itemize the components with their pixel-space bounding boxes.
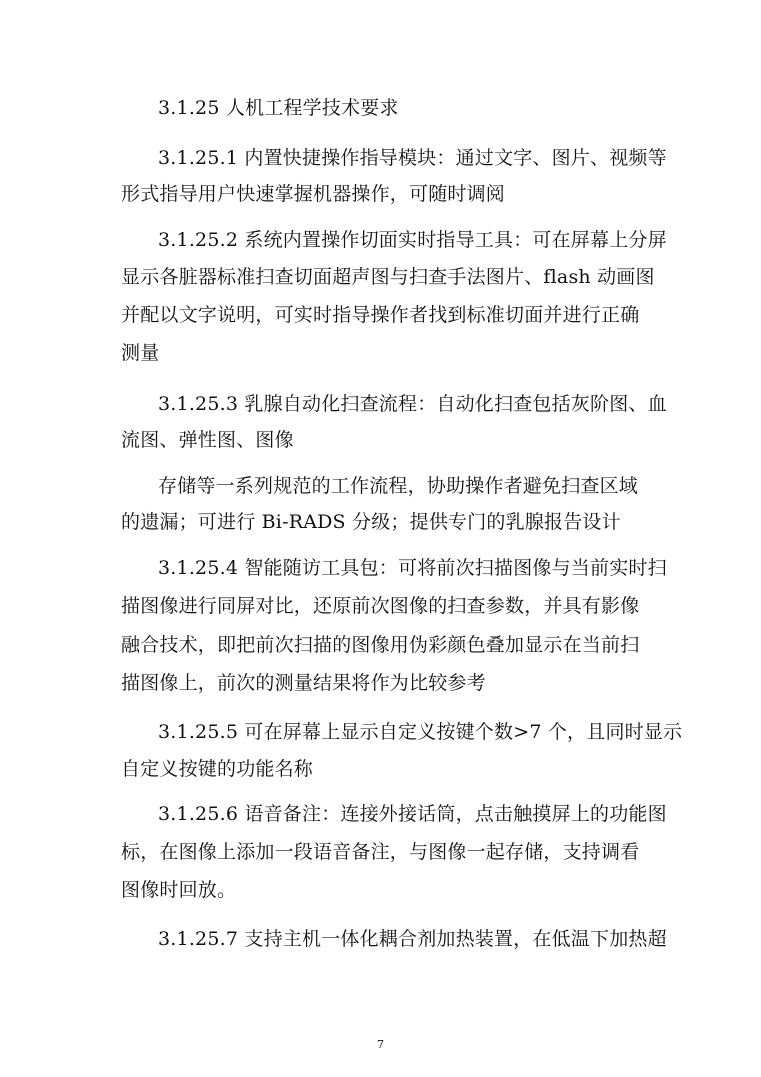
text-line: 3.1.25.3 乳腺自动化扫查流程：自动化扫查包括灰阶图、血 bbox=[158, 393, 667, 415]
text-line: 并配以文字说明，可实时指导操作者找到标准切面并进行正确 bbox=[121, 304, 640, 326]
text-line: 流图、弹性图、图像 bbox=[121, 429, 294, 451]
text-line: 融合技术，即把前次扫描的图像用伪彩颜色叠加显示在当前扫 bbox=[121, 634, 640, 656]
text-line: 标，在图像上添加一段语音备注，与图像一起存储，支持调看 bbox=[121, 841, 640, 863]
text-line: 描图像进行同屏对比，还原前次图像的扫查参数，并具有影像 bbox=[121, 595, 640, 617]
text-line: 描图像上，前次的测量结果将作为比较参考 bbox=[121, 672, 486, 694]
text-line: 3.1.25.2 系统内置操作切面实时指导工具：可在屏幕上分屏 bbox=[158, 229, 667, 251]
text-line: 3.1.25.7 支持主机一体化耦合剂加热装置，在低温下加热超 bbox=[158, 928, 667, 950]
text-line: 显示各脏器标准扫查切面超声图与扫查手法图片、flash 动画图 bbox=[121, 266, 655, 288]
text-line: 自定义按键的功能名称 bbox=[121, 758, 314, 780]
text-line: 图像时回放。 bbox=[121, 879, 237, 901]
text-line: 的遗漏；可进行 Bi-RADS 分级；提供专门的乳腺报告设计 bbox=[121, 511, 621, 533]
text-line: 测量 bbox=[121, 342, 160, 364]
text-line: 3.1.25.4 智能随访工具包：可将前次扫描图像与当前实时扫 bbox=[158, 557, 667, 579]
text-line: 3.1.25.6 语音备注：连接外接话筒，点击触摸屏上的功能图 bbox=[158, 803, 667, 825]
text-line: 形式指导用户快速掌握机器操作，可随时调阅 bbox=[121, 183, 506, 205]
text-line: 3.1.25.5 可在屏幕上显示自定义按键个数>7 个，且同时显示 bbox=[158, 721, 683, 743]
text-line: 存储等一系列规范的工作流程，协助操作者避免扫查区域 bbox=[158, 475, 639, 497]
text-line: 3.1.25.1 内置快捷操作指导模块：通过文字、图片、视频等 bbox=[158, 147, 667, 169]
page-number: 7 bbox=[377, 1038, 384, 1051]
section-heading: 3.1.25 人机工程学技术要求 bbox=[158, 97, 399, 119]
